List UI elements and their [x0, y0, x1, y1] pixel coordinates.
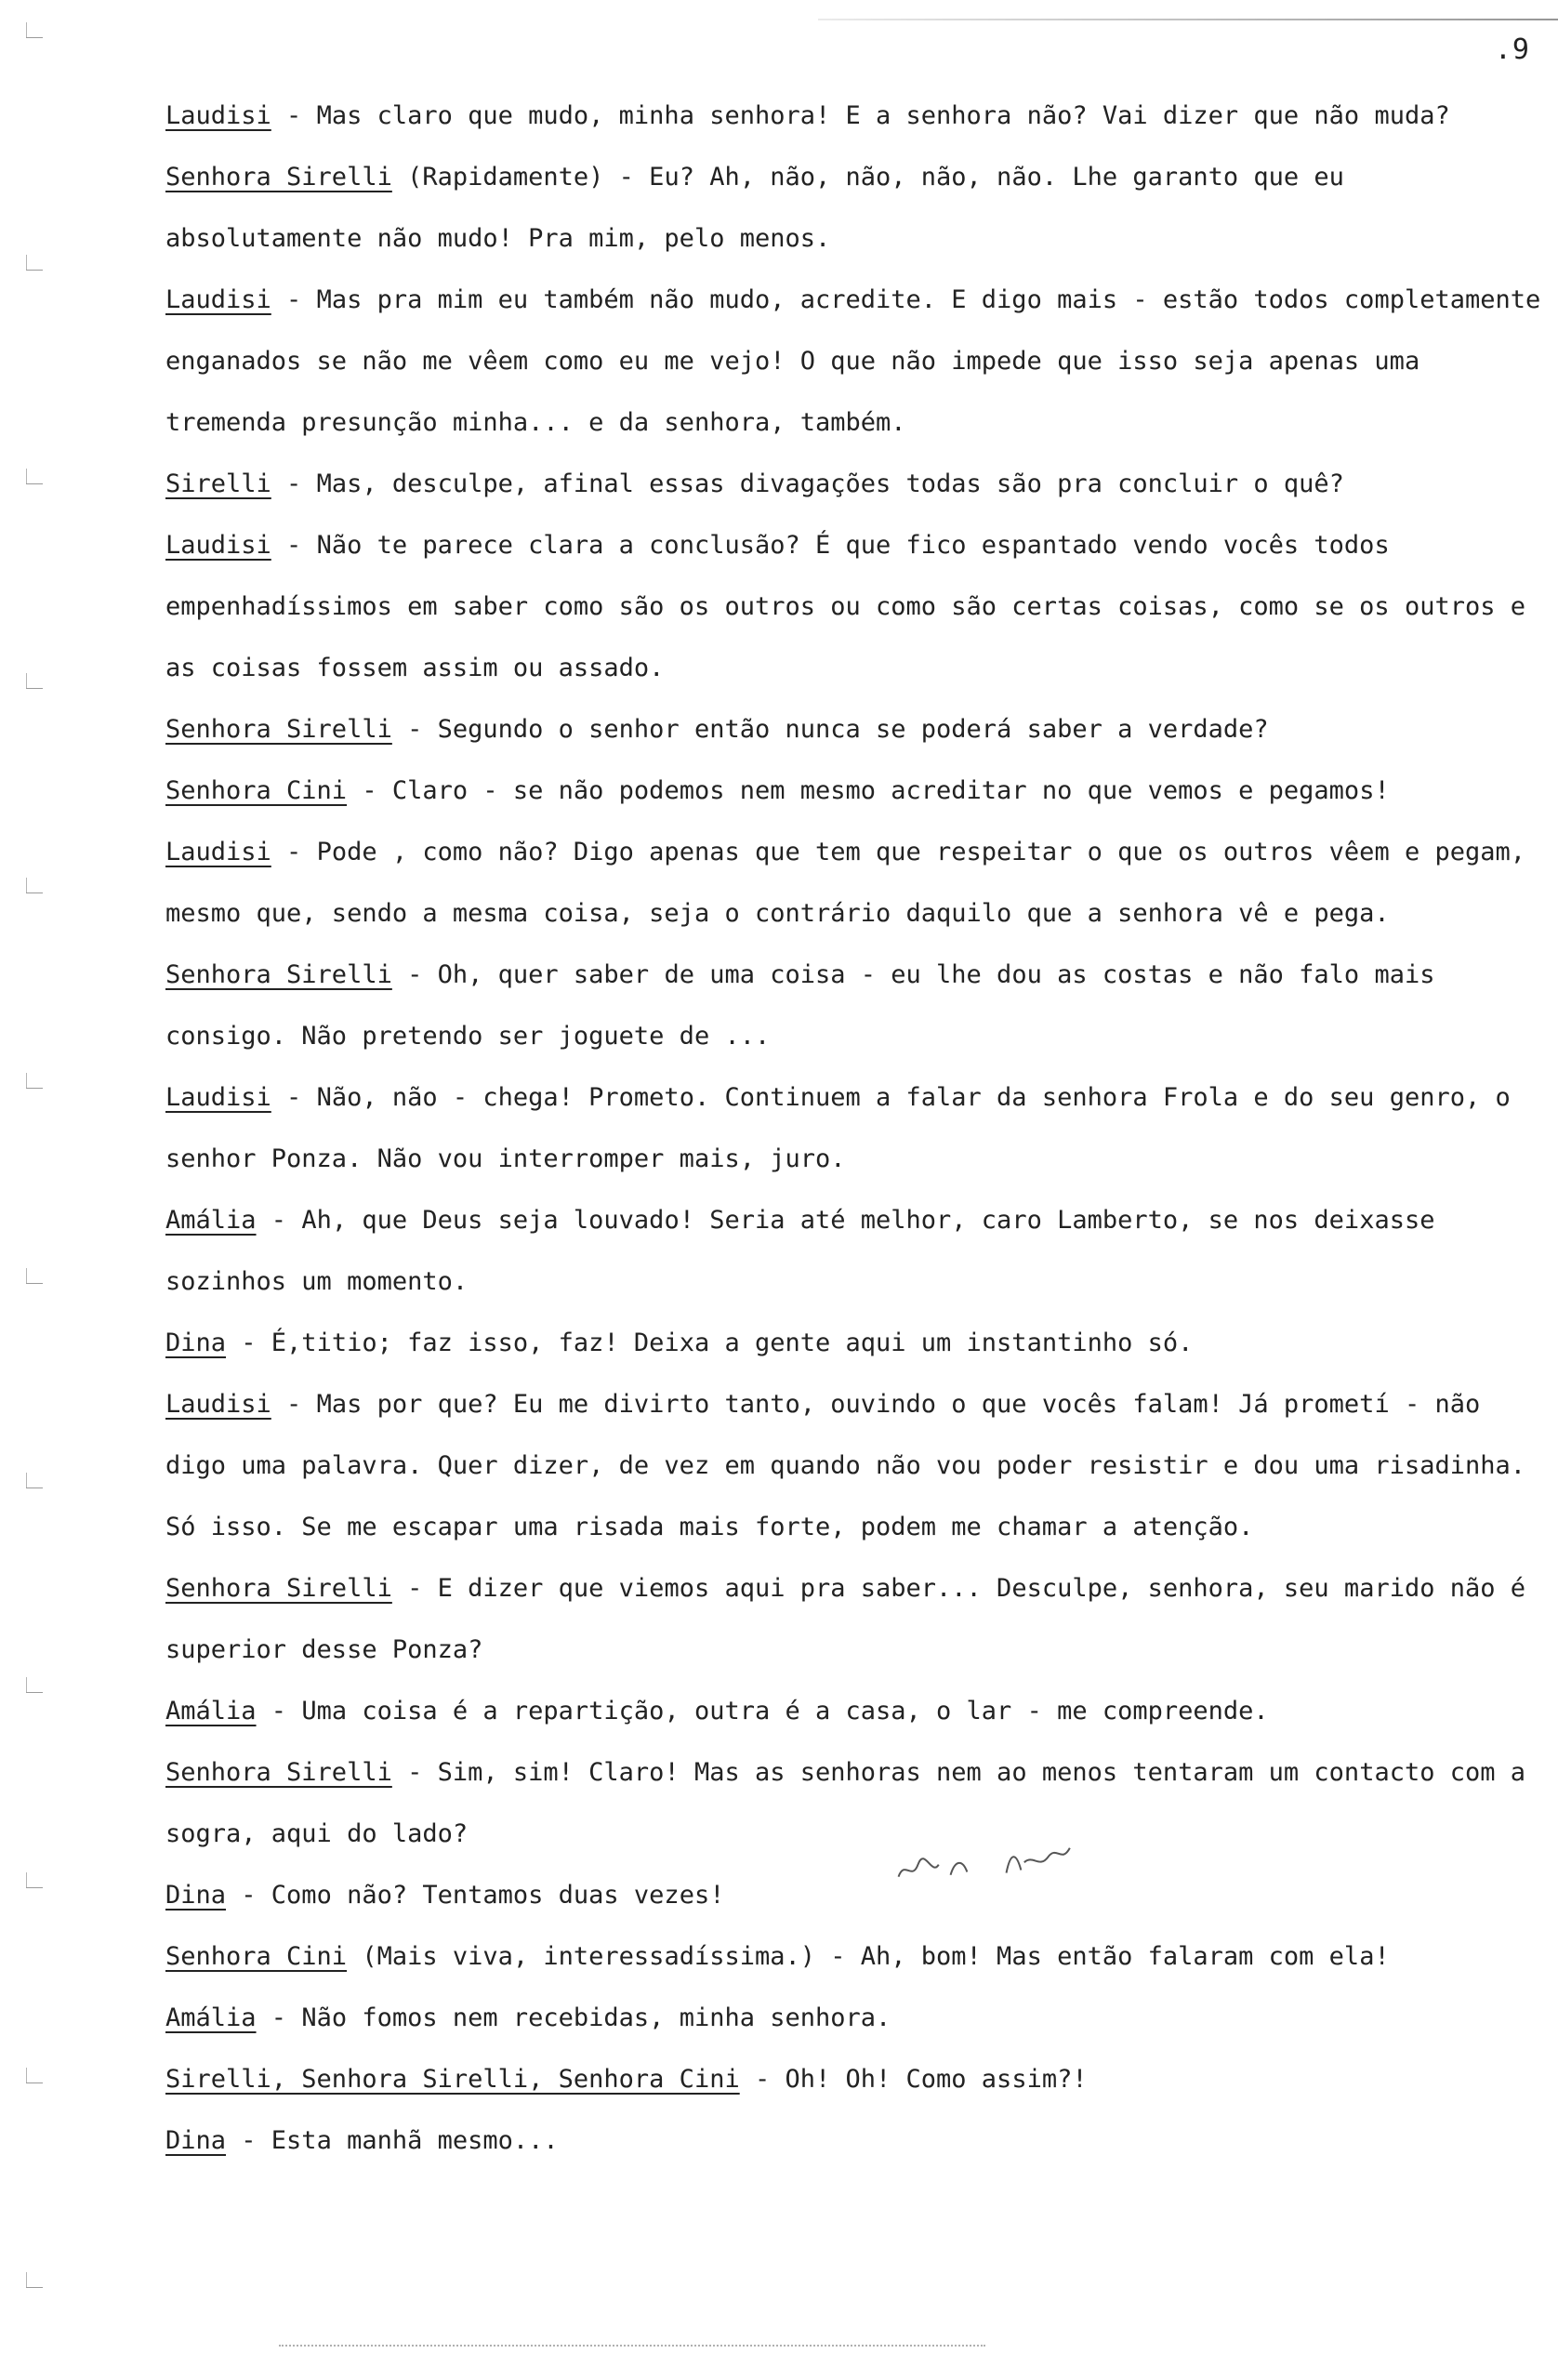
- dialogue-text: - Como não? Tentamos duas vezes!: [226, 1881, 725, 1910]
- dialogue-line: [165, 270, 1546, 454]
- dialogue-text: - Ah, que Deus seja louvado! Seria até melhor, caro Lamberto, se nos deixasse sozinhos um momento.: [165, 1206, 1435, 1296]
- speaker-name: Amália: [165, 1697, 257, 1726]
- dialogue-line: [165, 1988, 1546, 2049]
- speaker-name: Amália: [165, 1206, 257, 1235]
- dialogue-line: [165, 454, 1546, 515]
- speaker-name: Senhora Sirelli: [165, 960, 392, 989]
- dialogue-line: [165, 2049, 1546, 2110]
- page-number: .9: [1494, 33, 1530, 66]
- dialogue-text: - Pode , como não? Digo apenas que tem que respeitar o que os outros vêem e pegam, mesmo que, sendo a mesma coisa, seja o contrário daquilo que a senhora vê e pega.: [165, 838, 1525, 928]
- dialogue-line: [165, 1926, 1546, 1988]
- dialogue-text: - Claro - se não podemos nem mesmo acreditar no que vemos e pegamos!: [347, 776, 1390, 805]
- dialogue-text: - Mas por que? Eu me divirto tanto, ouvindo o que vocês falam! Já prometí - não digo uma palavra. Quer dizer, de vez em quando não vou poder resistir e dou uma risadinha. Só isso. Se me escapar uma risada mais forte, podem me chamar a atenção.: [165, 1390, 1525, 1541]
- dialogue-text: - E dizer que viemos aqui pra saber... Desculpe, senhora, seu marido não é superior desse Ponza?: [165, 1574, 1525, 1664]
- speaker-name: Laudisi: [165, 531, 271, 560]
- dialogue-line: [165, 1865, 1546, 1926]
- dialogue-line: [165, 1190, 1546, 1313]
- dialogue-line: [165, 760, 1546, 822]
- speaker-name: Dina: [165, 2126, 227, 2155]
- dialogue-text: - Mas claro que mudo, minha senhora! E a senhora não? Vai dizer que não muda?: [271, 101, 1450, 130]
- dialogue-line: [165, 1313, 1546, 1374]
- speaker-name: Laudisi: [165, 838, 271, 866]
- speaker-name: Senhora Cini: [165, 776, 348, 805]
- dialogue-text: - Não fomos nem recebidas, minha senhora.: [256, 2003, 891, 2032]
- speaker-name: Amália: [165, 2003, 257, 2032]
- dialogue-line: [165, 699, 1546, 760]
- dialogue-text: (Mais viva, interessadíssima.) - Ah, bom! Mas então falaram com ela!: [347, 1942, 1390, 1971]
- dialogue-text: (Rapidamente) - Eu? Ah, não, não, não, não. Lhe garanto que eu absolutamente não mudo! Pra mim, pelo menos.: [165, 163, 1344, 253]
- speaker-name: Senhora Sirelli: [165, 715, 392, 744]
- dialogue-text: - Não, não - chega! Prometo. Continuem a falar da senhora Frola e do seu genro, o senhor Ponza. Não vou interromper mais, juro.: [165, 1083, 1511, 1173]
- dialogue-line: [165, 1374, 1546, 1558]
- dialogue-text: - Oh, quer saber de uma coisa - eu lhe dou as costas e não falo mais consigo. Não pretendo ser joguete de ...: [165, 960, 1435, 1051]
- dialogue-line: [165, 1742, 1546, 1865]
- speaker-name: Dina: [165, 1329, 227, 1357]
- dialogue-line: [165, 1558, 1546, 1681]
- speaker-name: Senhora Sirelli: [165, 1574, 392, 1603]
- speaker-name: Senhora Sirelli: [165, 163, 392, 192]
- speaker-name: Sirelli, Senhora Sirelli, Senhora Cini: [165, 2065, 740, 2094]
- dialogue-text: - É,titio; faz isso, faz! Deixa a gente aqui um instantinho só.: [226, 1329, 1194, 1357]
- dialogue-line: [165, 515, 1546, 699]
- footer-rule: [279, 2345, 985, 2347]
- speaker-name: Sirelli: [165, 469, 271, 498]
- dialogue-text: - Sim, sim! Claro! Mas as senhoras nem ao menos tentaram um contacto com a sogra, aqui do lado?: [165, 1758, 1525, 1848]
- speaker-name: Laudisi: [165, 1083, 271, 1112]
- dialogue-line: [165, 1681, 1546, 1742]
- header-rule: [818, 19, 1558, 20]
- dialogue-line: [165, 945, 1546, 1067]
- dialogue-line: [165, 822, 1546, 945]
- dialogue-text: - Oh! Oh! Como assim?!: [739, 2065, 1088, 2094]
- speaker-name: Dina: [165, 1881, 227, 1910]
- dialogue-text: - Mas pra mim eu também não mudo, acredite. E digo mais - estão todos completamente enganados se não me vêem como eu me vejo! O que não impede que isso seja apenas uma tremenda presunção minha... e da senhora, também.: [165, 285, 1541, 437]
- dialogue-text: - Mas, desculpe, afinal essas divagações todas são pra concluir o quê?: [271, 469, 1344, 498]
- dialogue-text: - Segundo o senhor então nunca se poderá saber a verdade?: [391, 715, 1269, 744]
- script-body: [165, 86, 1546, 2172]
- dialogue-text: - Uma coisa é a repartição, outra é a casa, o lar - me compreende.: [256, 1697, 1269, 1726]
- dialogue-text: - Não te parece clara a conclusão? É que fico espantado vendo vocês todos empenhadíssimos em saber como são os outros ou como são certas coisas, como se os outros e as coisas fossem assim ou assado.: [165, 531, 1525, 682]
- dialogue-text: - Esta manhã mesmo...: [226, 2126, 559, 2155]
- dialogue-line: [165, 86, 1546, 147]
- dialogue-line: [165, 2110, 1546, 2172]
- speaker-name: Laudisi: [165, 1390, 271, 1419]
- speaker-name: Senhora Sirelli: [165, 1758, 392, 1787]
- speaker-name: Laudisi: [165, 101, 271, 130]
- margin-marks: [26, 37, 48, 2361]
- dialogue-line: [165, 1067, 1546, 1190]
- dialogue-line: [165, 147, 1546, 270]
- speaker-name: Laudisi: [165, 285, 271, 314]
- speaker-name: Senhora Cini: [165, 1942, 348, 1971]
